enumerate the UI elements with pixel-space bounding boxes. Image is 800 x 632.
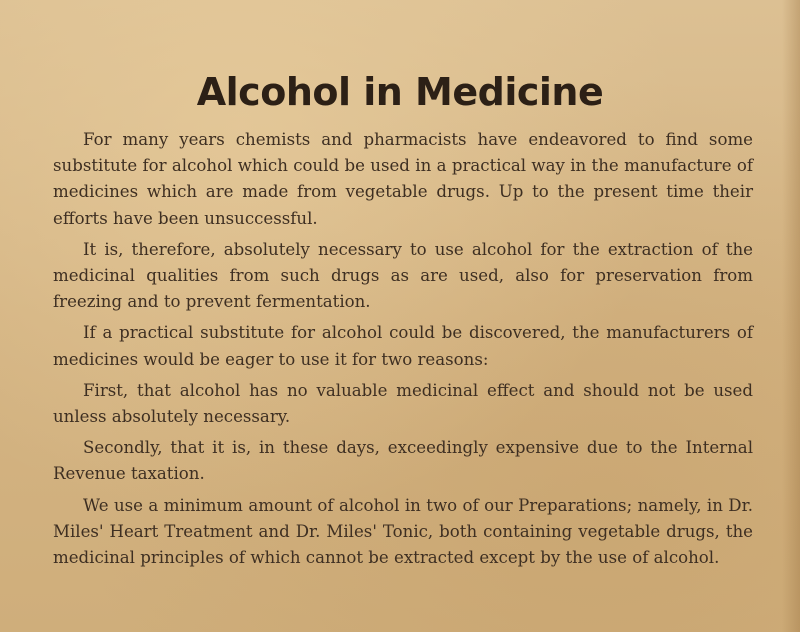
paragraph-intro: For many years chemists and pharmacists have endeavored to find some substitute for alcohol which could be used in a practical way in the manufacture of medicines which are made from vegetable drugs. Up to the present time their efforts have been unsuccessful.	[53, 130, 753, 228]
paragraph-preparations: We use a minimum amount of alcohol in two of our Preparations; namely, in Dr. Miles' Heart Treatment and Dr. Miles' Tonic, both containing vegetable drugs, the medicinal principles of which cannot be extracted except by the use of alcohol.	[53, 495, 753, 568]
paragraph-substitute: If a practical substitute for alcohol could be discovered, the manufacturers of medicines would be eager to use it for two reasons:	[53, 323, 753, 369]
document-title: Alcohol in Medicine	[196, 70, 604, 114]
paragraph-second-reason: Secondly, that it is, in these days, exceedingly expensive due to the Internal Revenue taxation.	[53, 438, 753, 484]
paragraph-first-reason: First, that alcohol has no valuable medicinal effect and should not be used unless absolutely necessary.	[53, 380, 753, 427]
document-body	[53, 127, 753, 576]
paragraph-necessity: It is, therefore, absolutely necessary to use alcohol for the extraction of the medicinal qualities from such drugs as are used, also for preservation from freezing and to prevent fermentation.	[53, 239, 753, 312]
